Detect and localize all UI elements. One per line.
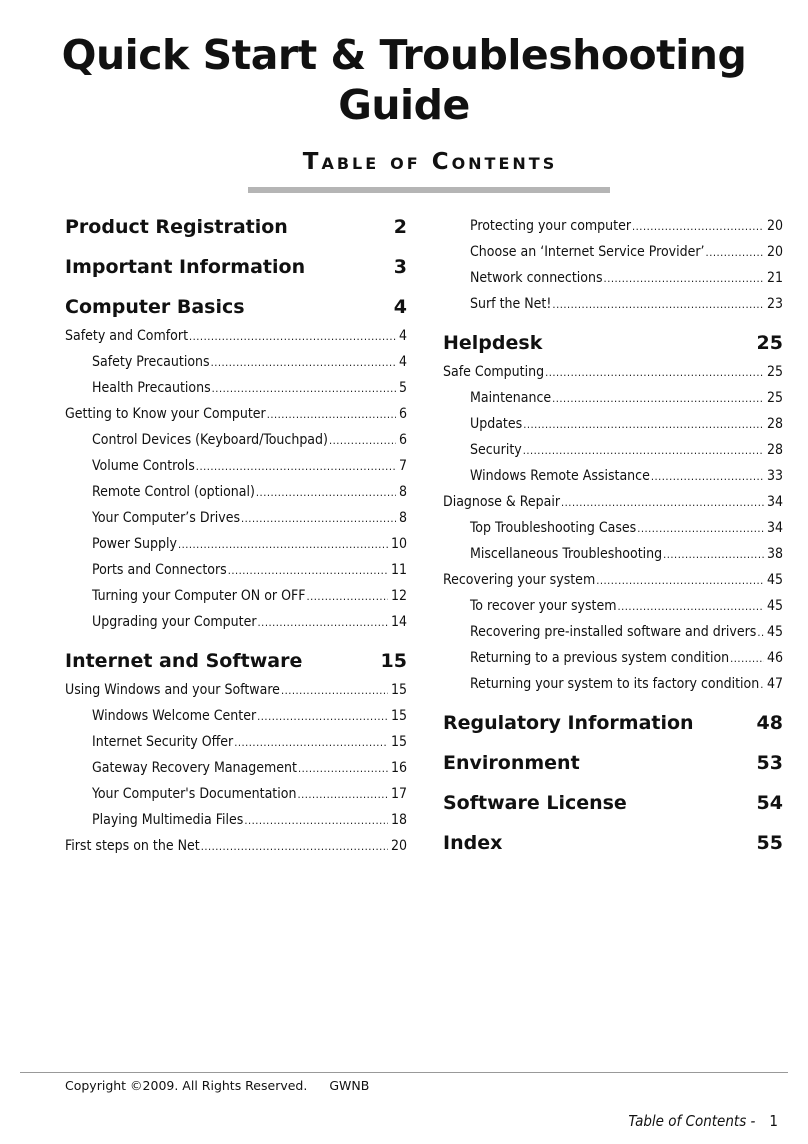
dot-leader — [297, 786, 388, 800]
dot-leader — [257, 708, 388, 722]
toc-entry-label: Safe Computing — [443, 364, 545, 380]
toc-entry-page: 45 — [766, 598, 783, 614]
toc-entry-label: Ports and Connectors — [92, 562, 227, 578]
toc-entry-page: 23 — [766, 296, 783, 312]
dot-leader — [234, 734, 388, 748]
toc-entry-page: 47 — [766, 676, 783, 692]
dot-leader — [256, 484, 396, 498]
dot-leader — [298, 760, 388, 774]
toc-section-entry[interactable] — [443, 816, 783, 856]
toc-entry-label: Playing Multimedia Files — [92, 812, 244, 828]
toc-entry-page: 45 — [766, 572, 783, 588]
toc-entry[interactable] — [65, 476, 407, 502]
toc-entry[interactable] — [443, 434, 783, 460]
toc-entry[interactable] — [443, 460, 783, 486]
toc-entry-label: Regulatory Information — [443, 712, 694, 734]
toc-entry-label: Health Precautions — [92, 380, 211, 396]
dot-leader — [267, 406, 396, 420]
dot-leader — [212, 380, 396, 394]
toc-entry-page: 20 — [390, 838, 407, 854]
toc-entry-label: Returning to a previous system condition — [470, 650, 730, 666]
toc-entry-page: 46 — [766, 650, 783, 666]
toc-entry-page: 20 — [766, 244, 783, 260]
toc-entry-label: Surf the Net! — [470, 296, 552, 312]
toc-entry-label: Protecting your computer — [470, 218, 632, 234]
toc-entry-page: 28 — [766, 416, 783, 432]
toc-entry-page: 15 — [380, 650, 407, 672]
toc-entry-label: Your Computer's Documentation — [92, 786, 297, 802]
dot-leader — [637, 520, 764, 534]
dot-leader — [307, 588, 388, 602]
toc-entry[interactable] — [65, 346, 407, 372]
toc-entry-label: Helpdesk — [443, 332, 543, 354]
toc-entry-page: 8 — [398, 484, 407, 500]
toc-entry-label: Gateway Recovery Management — [92, 760, 297, 776]
dot-leader — [281, 682, 388, 696]
toc-entry-label: Turning your Computer ON or OFF — [92, 588, 306, 604]
document-title-line-1: Quick Start & Troubleshooting — [61, 31, 747, 79]
toc-entry-label: Environment — [443, 752, 580, 774]
toc-entry[interactable] — [65, 450, 407, 476]
copyright-notice — [65, 1078, 369, 1093]
toc-entry-label: Diagnose & Repair — [443, 494, 561, 510]
toc-entry[interactable] — [443, 642, 783, 668]
dot-leader — [730, 650, 764, 664]
toc-entry-label: Volume Controls — [92, 458, 195, 474]
dot-leader — [651, 468, 764, 482]
dot-leader — [228, 562, 388, 576]
toc-section-entry[interactable] — [65, 632, 407, 674]
toc-entry-label: Software License — [443, 792, 627, 814]
toc-section-entry[interactable] — [65, 280, 407, 320]
toc-entry[interactable] — [65, 502, 407, 528]
dot-leader — [523, 442, 764, 456]
toc-section-entry[interactable] — [443, 736, 783, 776]
toc-entry-page: 15 — [390, 734, 407, 750]
dot-leader — [552, 390, 764, 404]
document-title-line-2: Guide — [338, 81, 470, 129]
dot-leader — [632, 218, 764, 232]
toc-section-entry[interactable] — [443, 314, 783, 356]
toc-entry-page: 33 — [766, 468, 783, 484]
toc-section-entry[interactable] — [443, 694, 783, 736]
page-footer-label: Table of Contents - — [628, 1112, 756, 1130]
toc-entry-page: 8 — [398, 510, 407, 526]
dot-leader — [196, 458, 396, 472]
toc-entry-label: Recovering your system — [443, 572, 596, 588]
toc-entry-label: Safety Precautions — [92, 354, 210, 370]
toc-entry-label: Product Registration — [65, 216, 288, 238]
toc-entry[interactable] — [65, 398, 407, 424]
dot-leader — [201, 838, 388, 852]
toc-entry[interactable] — [443, 668, 783, 694]
toc-entry-page: 2 — [393, 216, 407, 238]
toc-entry-page: 45 — [766, 624, 783, 640]
toc-entry-label: Important Information — [65, 256, 306, 278]
toc-section-entry[interactable] — [65, 210, 407, 240]
dot-leader — [241, 510, 396, 524]
toc-entry[interactable] — [65, 674, 407, 700]
toc-entry-label: Miscellaneous Troubleshooting — [470, 546, 663, 562]
toc-entry-label: Windows Remote Assistance — [470, 468, 650, 484]
dot-leader — [604, 270, 764, 284]
toc-entry[interactable] — [65, 320, 407, 346]
toc-entry-page: 3 — [393, 256, 407, 278]
toc-entry-label: Index — [443, 832, 503, 854]
toc-entry-page: 25 — [756, 332, 783, 354]
toc-entry-page: 6 — [398, 432, 407, 448]
toc-entry[interactable] — [65, 606, 407, 632]
dot-leader — [663, 546, 764, 560]
toc-entry[interactable] — [443, 210, 783, 236]
toc-entry[interactable] — [443, 408, 783, 434]
toc-entry-page: 53 — [756, 752, 783, 774]
toc-entry-page: 4 — [398, 328, 407, 344]
dot-leader — [523, 416, 764, 430]
toc-entry-page: 15 — [390, 708, 407, 724]
toc-entry-label: Top Troubleshooting Cases — [470, 520, 637, 536]
toc-entry-page: 34 — [766, 520, 783, 536]
document-title — [0, 30, 808, 130]
toc-entry-label: Safety and Comfort — [65, 328, 188, 344]
toc-entry[interactable] — [443, 236, 783, 262]
toc-entry[interactable] — [443, 538, 783, 564]
toc-entry-label: Security — [470, 442, 522, 458]
toc-entry-label: Internet Security Offer — [92, 734, 234, 750]
toc-entry[interactable] — [65, 580, 407, 606]
toc-entry[interactable] — [65, 700, 407, 726]
toc-right-column — [443, 210, 783, 856]
toc-entry-page: 25 — [766, 364, 783, 380]
toc-entry-label: Your Computer’s Drives — [92, 510, 241, 526]
toc-entry-label: Maintenance — [470, 390, 552, 406]
toc-entry-page: 25 — [766, 390, 783, 406]
dot-leader — [189, 328, 396, 342]
toc-entry-page: 15 — [390, 682, 407, 698]
toc-entry-page: 20 — [766, 218, 783, 234]
toc-entry-page: 4 — [393, 296, 407, 318]
toc-entry[interactable] — [443, 288, 783, 314]
copyright-text: Copyright ©2009. All Rights Reserved. — [65, 1078, 308, 1093]
toc-entry-label: Returning your system to its factory condition — [470, 676, 760, 692]
toc-entry[interactable] — [443, 382, 783, 408]
toc-entry-page: 6 — [398, 406, 407, 422]
toc-entry-page: 54 — [756, 792, 783, 814]
toc-entry-label: Power Supply — [92, 536, 177, 552]
footer-divider — [20, 1072, 788, 1073]
dot-leader — [329, 432, 396, 446]
heading-rule — [248, 187, 610, 193]
toc-entry[interactable] — [65, 778, 407, 804]
toc-entry[interactable] — [65, 752, 407, 778]
toc-entry[interactable] — [443, 486, 783, 512]
toc-entry-page: 10 — [390, 536, 407, 552]
toc-entry-label: Recovering pre-installed software and drivers — [470, 624, 757, 640]
toc-entry[interactable] — [65, 528, 407, 554]
toc-entry-page: 18 — [390, 812, 407, 828]
toc-entry-label: Control Devices (Keyboard/Touchpad) — [92, 432, 328, 448]
toc-entry[interactable] — [65, 424, 407, 450]
toc-entry-page: 16 — [390, 760, 407, 776]
dot-leader — [545, 364, 764, 378]
dot-leader — [760, 676, 764, 690]
toc-entry-label: Computer Basics — [65, 296, 245, 318]
toc-entry[interactable] — [443, 616, 783, 642]
toc-entry-label: Getting to Know your Computer — [65, 406, 266, 422]
dot-leader — [552, 296, 764, 310]
dot-leader — [596, 572, 764, 586]
toc-entry-label: To recover your system — [470, 598, 617, 614]
toc-entry-label: Upgrading your Computer — [92, 614, 257, 630]
dot-leader — [258, 614, 388, 628]
toc-entry[interactable] — [443, 590, 783, 616]
dot-leader — [706, 244, 764, 258]
toc-entry-label: Windows Welcome Center — [92, 708, 257, 724]
toc-entry-label: Using Windows and your Software — [65, 682, 280, 698]
toc-section-entry[interactable] — [65, 240, 407, 280]
toc-section-entry[interactable] — [443, 776, 783, 816]
toc-entry-label: Internet and Software — [65, 650, 303, 672]
toc-entry-page: 28 — [766, 442, 783, 458]
toc-entry[interactable] — [65, 554, 407, 580]
toc-entry-page: 55 — [756, 832, 783, 854]
toc-entry[interactable] — [65, 372, 407, 398]
toc-entry[interactable] — [65, 804, 407, 830]
toc-entry-page: 4 — [398, 354, 407, 370]
toc-entry-page: 48 — [756, 712, 783, 734]
dot-leader — [618, 598, 764, 612]
toc-entry-page: 17 — [390, 786, 407, 802]
toc-entry[interactable] — [443, 512, 783, 538]
toc-entry-page: 38 — [766, 546, 783, 562]
dot-leader — [244, 812, 388, 826]
toc-entry-label: Updates — [470, 416, 523, 432]
toc-entry-page: 7 — [398, 458, 407, 474]
toc-entry-label: Network connections — [470, 270, 603, 286]
dot-leader — [211, 354, 396, 368]
toc-entry-page: 12 — [390, 588, 407, 604]
toc-entry-page: 11 — [390, 562, 407, 578]
page-number: 1 — [769, 1112, 778, 1130]
product-code: GWNB — [329, 1078, 370, 1093]
toc-entry[interactable] — [65, 726, 407, 752]
dot-leader — [561, 494, 764, 508]
toc-entry-page: 14 — [390, 614, 407, 630]
dot-leader — [178, 536, 388, 550]
toc-entry-label: Remote Control (optional) — [92, 484, 255, 500]
toc-left-column — [65, 210, 407, 856]
toc-entry[interactable] — [443, 262, 783, 288]
toc-entry-page: 34 — [766, 494, 783, 510]
page-footer — [628, 1112, 778, 1130]
toc-heading: Table of Contents — [302, 149, 558, 175]
toc-entry-label: Choose an ‘Internet Service Provider’ — [470, 244, 705, 260]
toc-entry[interactable] — [443, 356, 783, 382]
toc-entry[interactable] — [65, 830, 407, 856]
toc-entry-page: 5 — [398, 380, 407, 396]
toc-entry-page: 21 — [766, 270, 783, 286]
dot-leader — [757, 624, 764, 638]
toc-entry[interactable] — [443, 564, 783, 590]
toc-entry-label: First steps on the Net — [65, 838, 200, 854]
